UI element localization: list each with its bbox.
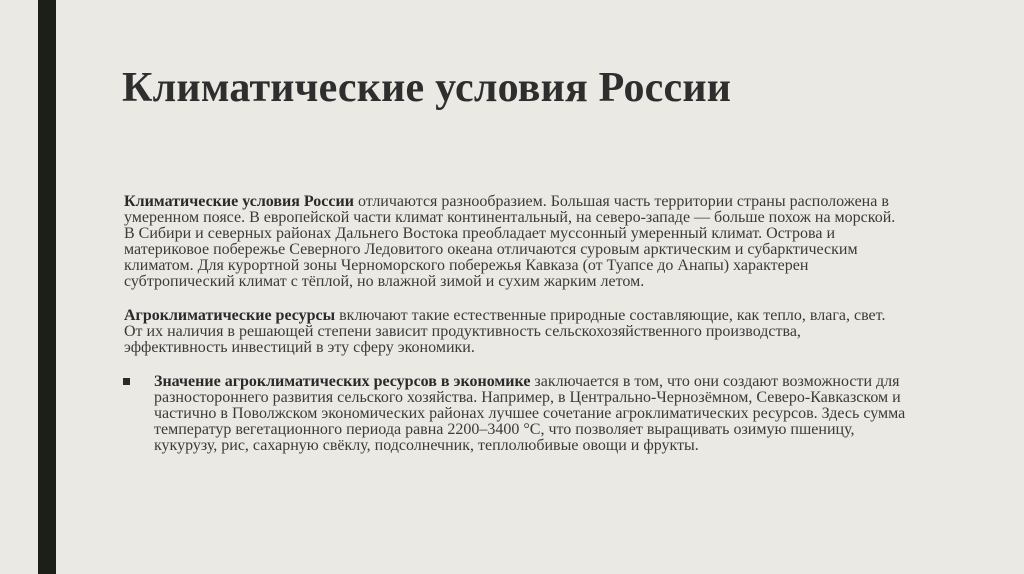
paragraph-climate	[124, 194, 904, 290]
slide-title: Климатические условия России	[122, 65, 732, 111]
bullet-text	[154, 374, 914, 454]
paragraph-bold-lead: Агроклиматические ресурсы	[124, 307, 336, 324]
bullet-body: заключается в том, что они создают возможности для разностороннего развития сельского хозяйства. Например, в Центрально-Чернозёмном, Северо-Кавказском и частично в Поволжском экономических районах лучшее сочетание агроклиматических ресурсов. Здесь сумма температур вегетационного периода равна 2200–3400 °С, что позволяет выращивать озимую пшеницу, кукурузу, рис, сахарную свёклу, подсолнечник, теплолюбивые овощи и фрукты.	[154, 373, 906, 454]
bullet-bold-lead: Значение агроклиматических ресурсов в экономике	[154, 373, 531, 390]
paragraph-text: отличаются разнообразием. Большая часть территории страны расположена в умеренном поясе. В европейской части климат континентальный, на северо-западе — больше похож на морской. В Сибири и северных районах Дальнего Востока преобладает муссонный умеренный климат. Острова и материковое побережье Северного Ледовитого океана отличаются суровым арктическим и субарктическим климатом. Для курортной зоны Черноморского побережья Кавказа (от Туапсе до Анапы) характерен субтропический климат с тёплой, но влажной зимой и сухим жарким летом.	[124, 193, 896, 290]
paragraph-agro-resources	[124, 308, 904, 356]
bullet-item	[124, 374, 914, 454]
square-bullet-icon	[123, 378, 130, 385]
accent-bar	[38, 0, 56, 574]
paragraph-bold-lead: Климатические условия России	[124, 193, 354, 210]
slide-content	[124, 194, 924, 454]
paragraph-text: включают такие естественные природные составляющие, как тепло, влага, свет. От их наличия в решающей степени зависит продуктивность сельскохозяйственного производства, эффективность инвестиций в эту сферу экономики.	[124, 307, 886, 356]
